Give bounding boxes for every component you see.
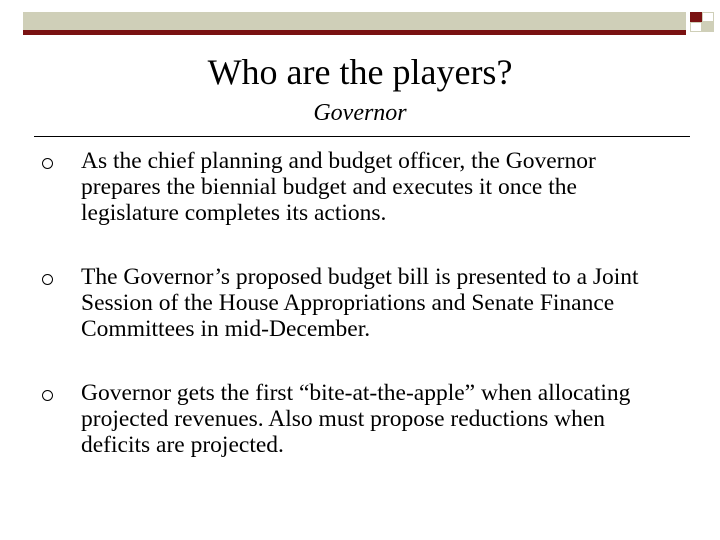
header-band xyxy=(23,12,686,30)
bullet-text: As the chief planning and budget officer, the Governor prepares the biennial budget and executes it once the legislature completes its actions. xyxy=(81,148,596,226)
corner-square-dark xyxy=(690,12,702,22)
title-divider xyxy=(34,136,690,137)
corner-square-tan xyxy=(702,22,714,32)
bullet-text: Governor gets the first “bite-at-the-apple” when allocating projected revenues. Also must propose reductions when deficits are projected. xyxy=(81,380,631,458)
slide-title: Who are the players? xyxy=(207,52,513,92)
slide-subtitle: Governor xyxy=(313,100,407,126)
bullet-text: The Governor’s proposed budget bill is presented to a Joint Session of the House Appropriations and Senate Finance Committees in mid-December. xyxy=(81,264,639,342)
hollow-circle-bullet-icon xyxy=(42,390,53,401)
corner-square-light xyxy=(690,22,702,32)
bullet-item xyxy=(40,380,680,458)
hollow-circle-bullet-icon xyxy=(42,158,53,169)
header-rule xyxy=(23,30,686,35)
bullet-list xyxy=(40,148,680,496)
bullet-item xyxy=(40,148,680,226)
hollow-circle-bullet-icon xyxy=(42,274,53,285)
corner-square-light xyxy=(702,12,714,22)
bullet-item xyxy=(40,264,680,342)
